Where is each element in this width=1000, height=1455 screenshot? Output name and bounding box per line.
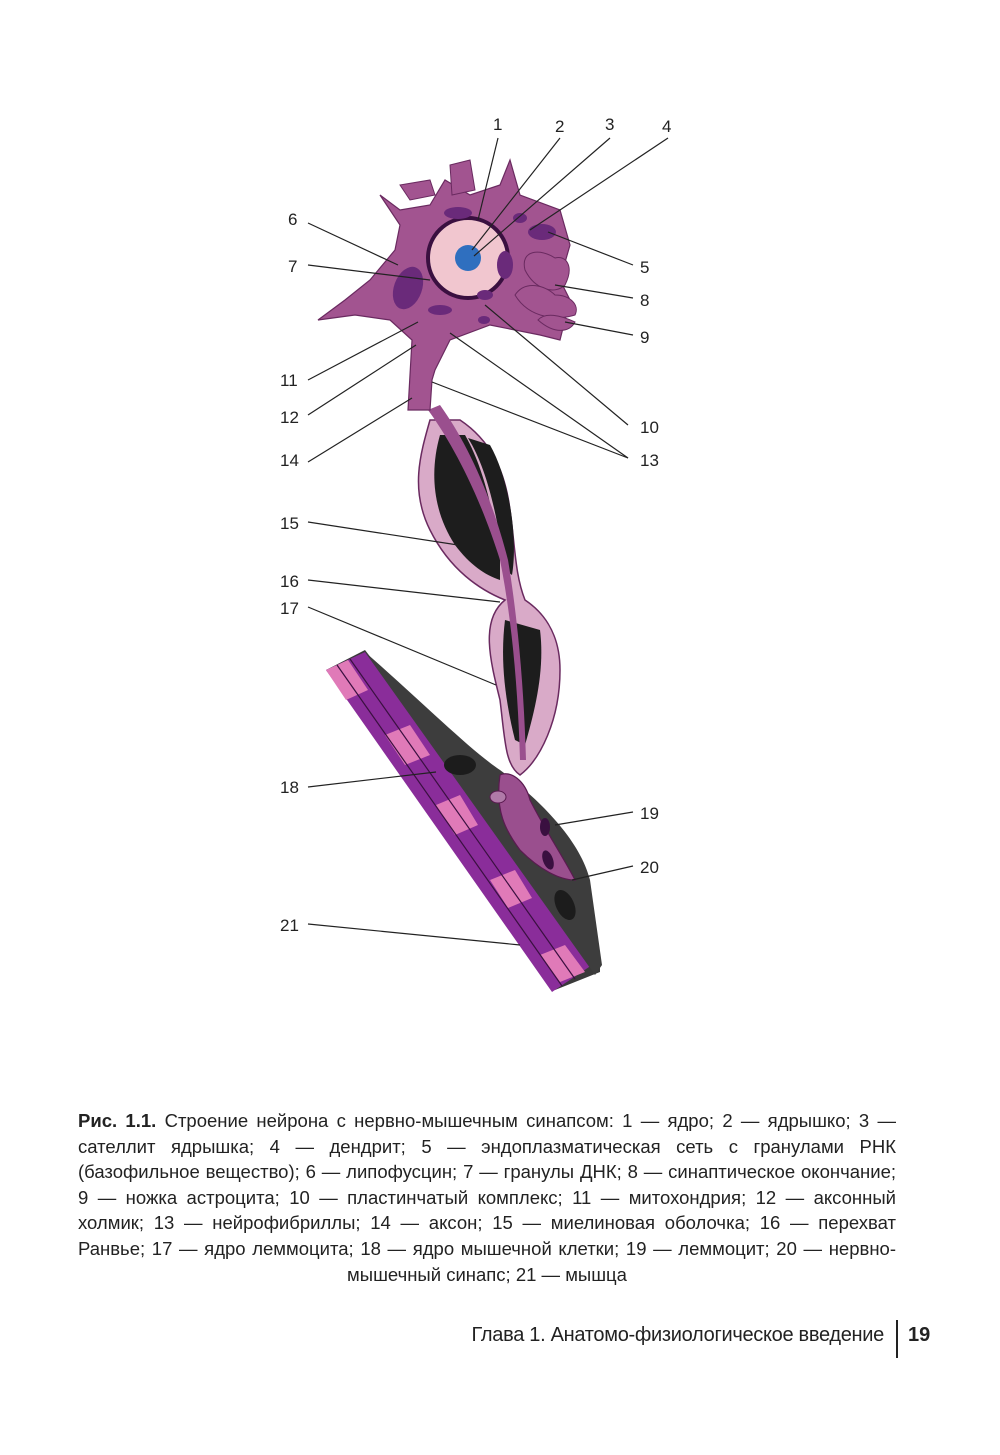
footer-divider [896, 1320, 898, 1358]
caption-text: Строение нейрона с нервно-мышечным синапсом: 1 — ядро; 2 — ядрышко; 3 — сателлит ядрышка; 4 — дендрит; 5 — эндоплазматическая сеть с гранулами РНК (базофильное вещество); 6 — липофусцин; 7 — гранулы ДНК; 8 — синаптическое окончание; 9 — ножка астроцита; 10 — пластинчатый комплекс; 11 — митохондрия; 12 — аксонный холмик; 13 — нейрофибриллы; 14 — аксон; 15 — миелиновая оболочка; 16 — перехват Ранвье; 17 — ядро леммоцита; 18 — ядро мышечной клетки; 19 — леммоцит; 20 — нервно-мышечный синапс; 21 — мышца [78, 1110, 897, 1285]
label-4: 4 [662, 117, 672, 136]
label-19: 19 [640, 804, 659, 823]
label-17: 17 [280, 599, 299, 618]
label-5: 5 [640, 258, 650, 277]
cell-body [318, 160, 576, 410]
label-14: 14 [280, 451, 299, 470]
label-12: 12 [280, 408, 299, 427]
caption-prefix: Рис. 1.1. [78, 1110, 157, 1131]
label-1: 1 [493, 115, 503, 134]
label-3: 3 [605, 115, 615, 134]
label-9: 9 [640, 328, 650, 347]
label-6: 6 [288, 210, 298, 229]
nucleolus [455, 245, 481, 271]
label-2: 2 [555, 117, 565, 136]
page-number: 19 [908, 1324, 931, 1346]
axon [418, 405, 560, 775]
label-13: 13 [640, 451, 659, 470]
chapter-title: Глава 1. Анатомо-физиологическое введение [471, 1324, 884, 1346]
muscle [326, 650, 602, 992]
label-8: 8 [640, 291, 650, 310]
label-20: 20 [640, 858, 659, 877]
label-16: 16 [280, 572, 299, 591]
muscle-nucleus [444, 755, 476, 775]
label-18: 18 [280, 778, 299, 797]
label-7: 7 [288, 257, 298, 276]
label-10: 10 [640, 418, 659, 437]
label-11: 11 [280, 371, 298, 390]
page-footer [0, 1320, 1000, 1360]
figure-caption [78, 1108, 896, 1287]
label-21: 21 [280, 916, 299, 935]
label-15: 15 [280, 514, 299, 533]
